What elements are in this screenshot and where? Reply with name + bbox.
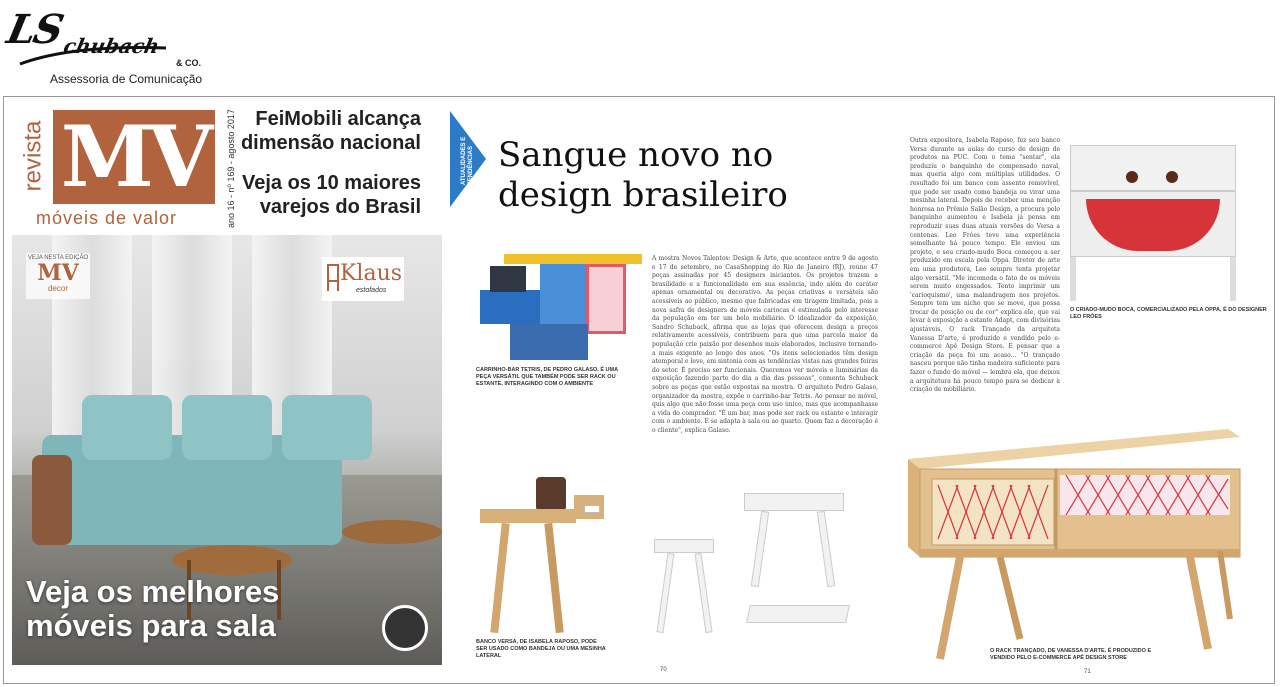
page-number-right: 71	[1084, 669, 1091, 675]
section-tag-line-2: TENDÊNCIAS	[468, 145, 474, 185]
section-tag	[461, 137, 475, 185]
photo-boca-nightstand	[1062, 141, 1262, 311]
rack-illustration	[890, 429, 1262, 669]
caption-versa: BANCO VERSA, DE ISABELA RAPOSO, PODE SER USADO COMO BANDEJA OU UMA MESINHA LATERAL	[476, 639, 606, 659]
article-title-line-2: design brasileiro	[498, 175, 788, 215]
magazine-masthead	[19, 104, 236, 228]
quality-seal-icon	[382, 605, 428, 651]
cover-headline-feimobili: FeiMobili alcança dimensão nacional	[240, 108, 421, 154]
logo-swoosh-icon	[18, 44, 168, 68]
photo-rack-trancado	[890, 429, 1262, 669]
advertiser-sub: estofados	[356, 287, 387, 294]
issue-info: ano 16 - nº 169 - agosto 2017	[226, 109, 236, 228]
agency-logo-name: chubach	[61, 34, 162, 58]
badge-label: VEJA NESTA EDIÇÃO	[27, 255, 89, 261]
masthead-mv-logo: MV	[53, 110, 215, 204]
caption-rack: O RACK TRANÇADO, DE VANESSA D'ARTE, É PRODUZIDO E VENDIDO PELO E-COMMERCE APÊ DESIGN STORE	[990, 648, 1152, 661]
masthead-revista: revista	[19, 120, 47, 192]
photo-versa-stool	[474, 465, 644, 637]
photo-tetris-cart	[474, 254, 642, 364]
article-column-1: A mostra Novos Talentos: Design & Arte, que acontece entre 9 de agosto e 17 de setembro, no CasaShopping do Rio de Janeiro (RJ), reúne 47 peças assinadas por 45 designers iniciantes. Os projetos trazem a brasilidade e a funcionalidade em sua essência, indo além do caráter apenas ornamental ou decorativo. As peças criativas e versáteis são acessíveis ao público, mesmo que fabricadas em tiragem limitada, pois a nova safra de designers de móveis cariocas é estimulada pelo interesse da população em ter um belo mobiliário. O idealizador da exposição, Sandro Schuback, afirma que as lojas que oferecem design a preços relativamente acessíveis, contribuem para que uma parcela maior da população crie paixão por desenhos mais elaborados, inclusive tornando-a mais exigente ao longo dos anos. "Os itens selecionados têm design atemporal e leve, em sintonia com as tendências vistas nas grandes feiras do setor. É preciso ser funcionais. Queremos ver móveis e luminárias da exposição fazendo parte do dia a dia das pessoas", comenta Schuback sobre as peças que estão expostas na mostra. O arquiteto Pedro Galaso, organizador da mostra, expõe o carrinho-bar Tetris. Ao pensar no móvel, quis algo que não fosse uma peça com uso único, mas que acompanhasse a vida do comprador. "É um bar, mas pode ser rack ou estante e interagir com o ambiente. E se adapta à sala ou ao quarto. Quem faz a decoração é o cliente", explica Galaso.	[652, 255, 878, 434]
advertiser-name: Klaus	[340, 261, 403, 286]
agency-logo-monogram: LS	[3, 6, 67, 53]
cover-title	[26, 575, 279, 643]
photo-white-stools	[644, 493, 854, 663]
agency-subtitle: Assessoria de Comunicação	[50, 72, 203, 86]
badge-sub: decor	[47, 284, 68, 293]
article-column-2: Outra expositora, Isabela Raposo, fez seu banco Versa durante as aulas do curso de design de produtos na PUC. Com o tema "sentar", ela produziu o banquinho de compensado naval, mas queria algo com múltiplas utilidades. O resultado foi um banco com assento removível, que pode ser usado como bandeja ou virar uma mesinha lateral. Depois de receber uma menção honrosa no Prêmio Salão Design, a procura pelo banquinho aumentou e Isabela já pensa em reproduzir suas duas atuais versões do Versa a centenas. Leo Fróes teve uma experiência semelhante há pouco tempo. Ele enviou um projeto, e seu criado-mudo Boca começou a ser produzido em escala pela Oppa. Diretor de arte em uma produtora, Leo sempre tenta projetar algo versátil. "Me incomoda o fato de os móveis serem muito engessados. Tento imprimir um 'carioquismo', uma malandragem nos projetos. Sempre tem um nicho que se move, que possa trocar de posição ou de cor" explica ele, que vai levar à exposição a estante Adapt, com divisórias ajustáveis. O rack Trançado da arquiteta Vanessa D'arte, é produzido e vendido pelo e-commerce Apê Design Store. E pensar que a criação da peça foi um acaso... "O trançado nasceu porque não tinha madeira suficiente para fazer o fundo do móvel — lembra ela, que deixou a arquitetura há pouco tempo para se dedicar à criação de mobiliário.	[910, 137, 1060, 394]
page-number-left: 70	[660, 667, 667, 673]
magazine-spread	[3, 96, 1275, 684]
caption-tetris: CARRINHO-BAR TETRIS, DE PEDRO GALASO, É UMA PEÇA VERSÁTIL QUE TAMBÉM PODE SER RACK OU ESTANTE, INTERAGINDO COM O AMBIENTE	[476, 367, 618, 387]
agency-logo	[4, 4, 204, 90]
agency-logo-co: & CO.	[176, 58, 202, 68]
chair-icon	[326, 263, 340, 293]
cover-badge-mv-decor	[26, 253, 90, 299]
article-title-line-1: Sangue novo no	[498, 135, 774, 175]
section-tag-line-1: ATUALIDADES E	[461, 136, 467, 185]
advertiser-logo-klaus	[322, 257, 404, 301]
badge-logo: MV	[37, 260, 79, 286]
cover-title-line-1: Veja os melhores	[26, 574, 280, 609]
cover-image	[12, 235, 442, 665]
cover-title-line-2: móveis para sala	[26, 608, 276, 643]
cover-headline-varejos: Veja os 10 maiores varejos do Brasil	[241, 172, 421, 218]
article-title	[498, 135, 788, 215]
caption-boca: O CRIADO-MUDO BOCA, COMERCIALIZADO PELA OPPA, É DO DESIGNER LEO FRÓES	[1070, 307, 1267, 320]
masthead-subtitle: móveis de valor	[36, 208, 178, 228]
